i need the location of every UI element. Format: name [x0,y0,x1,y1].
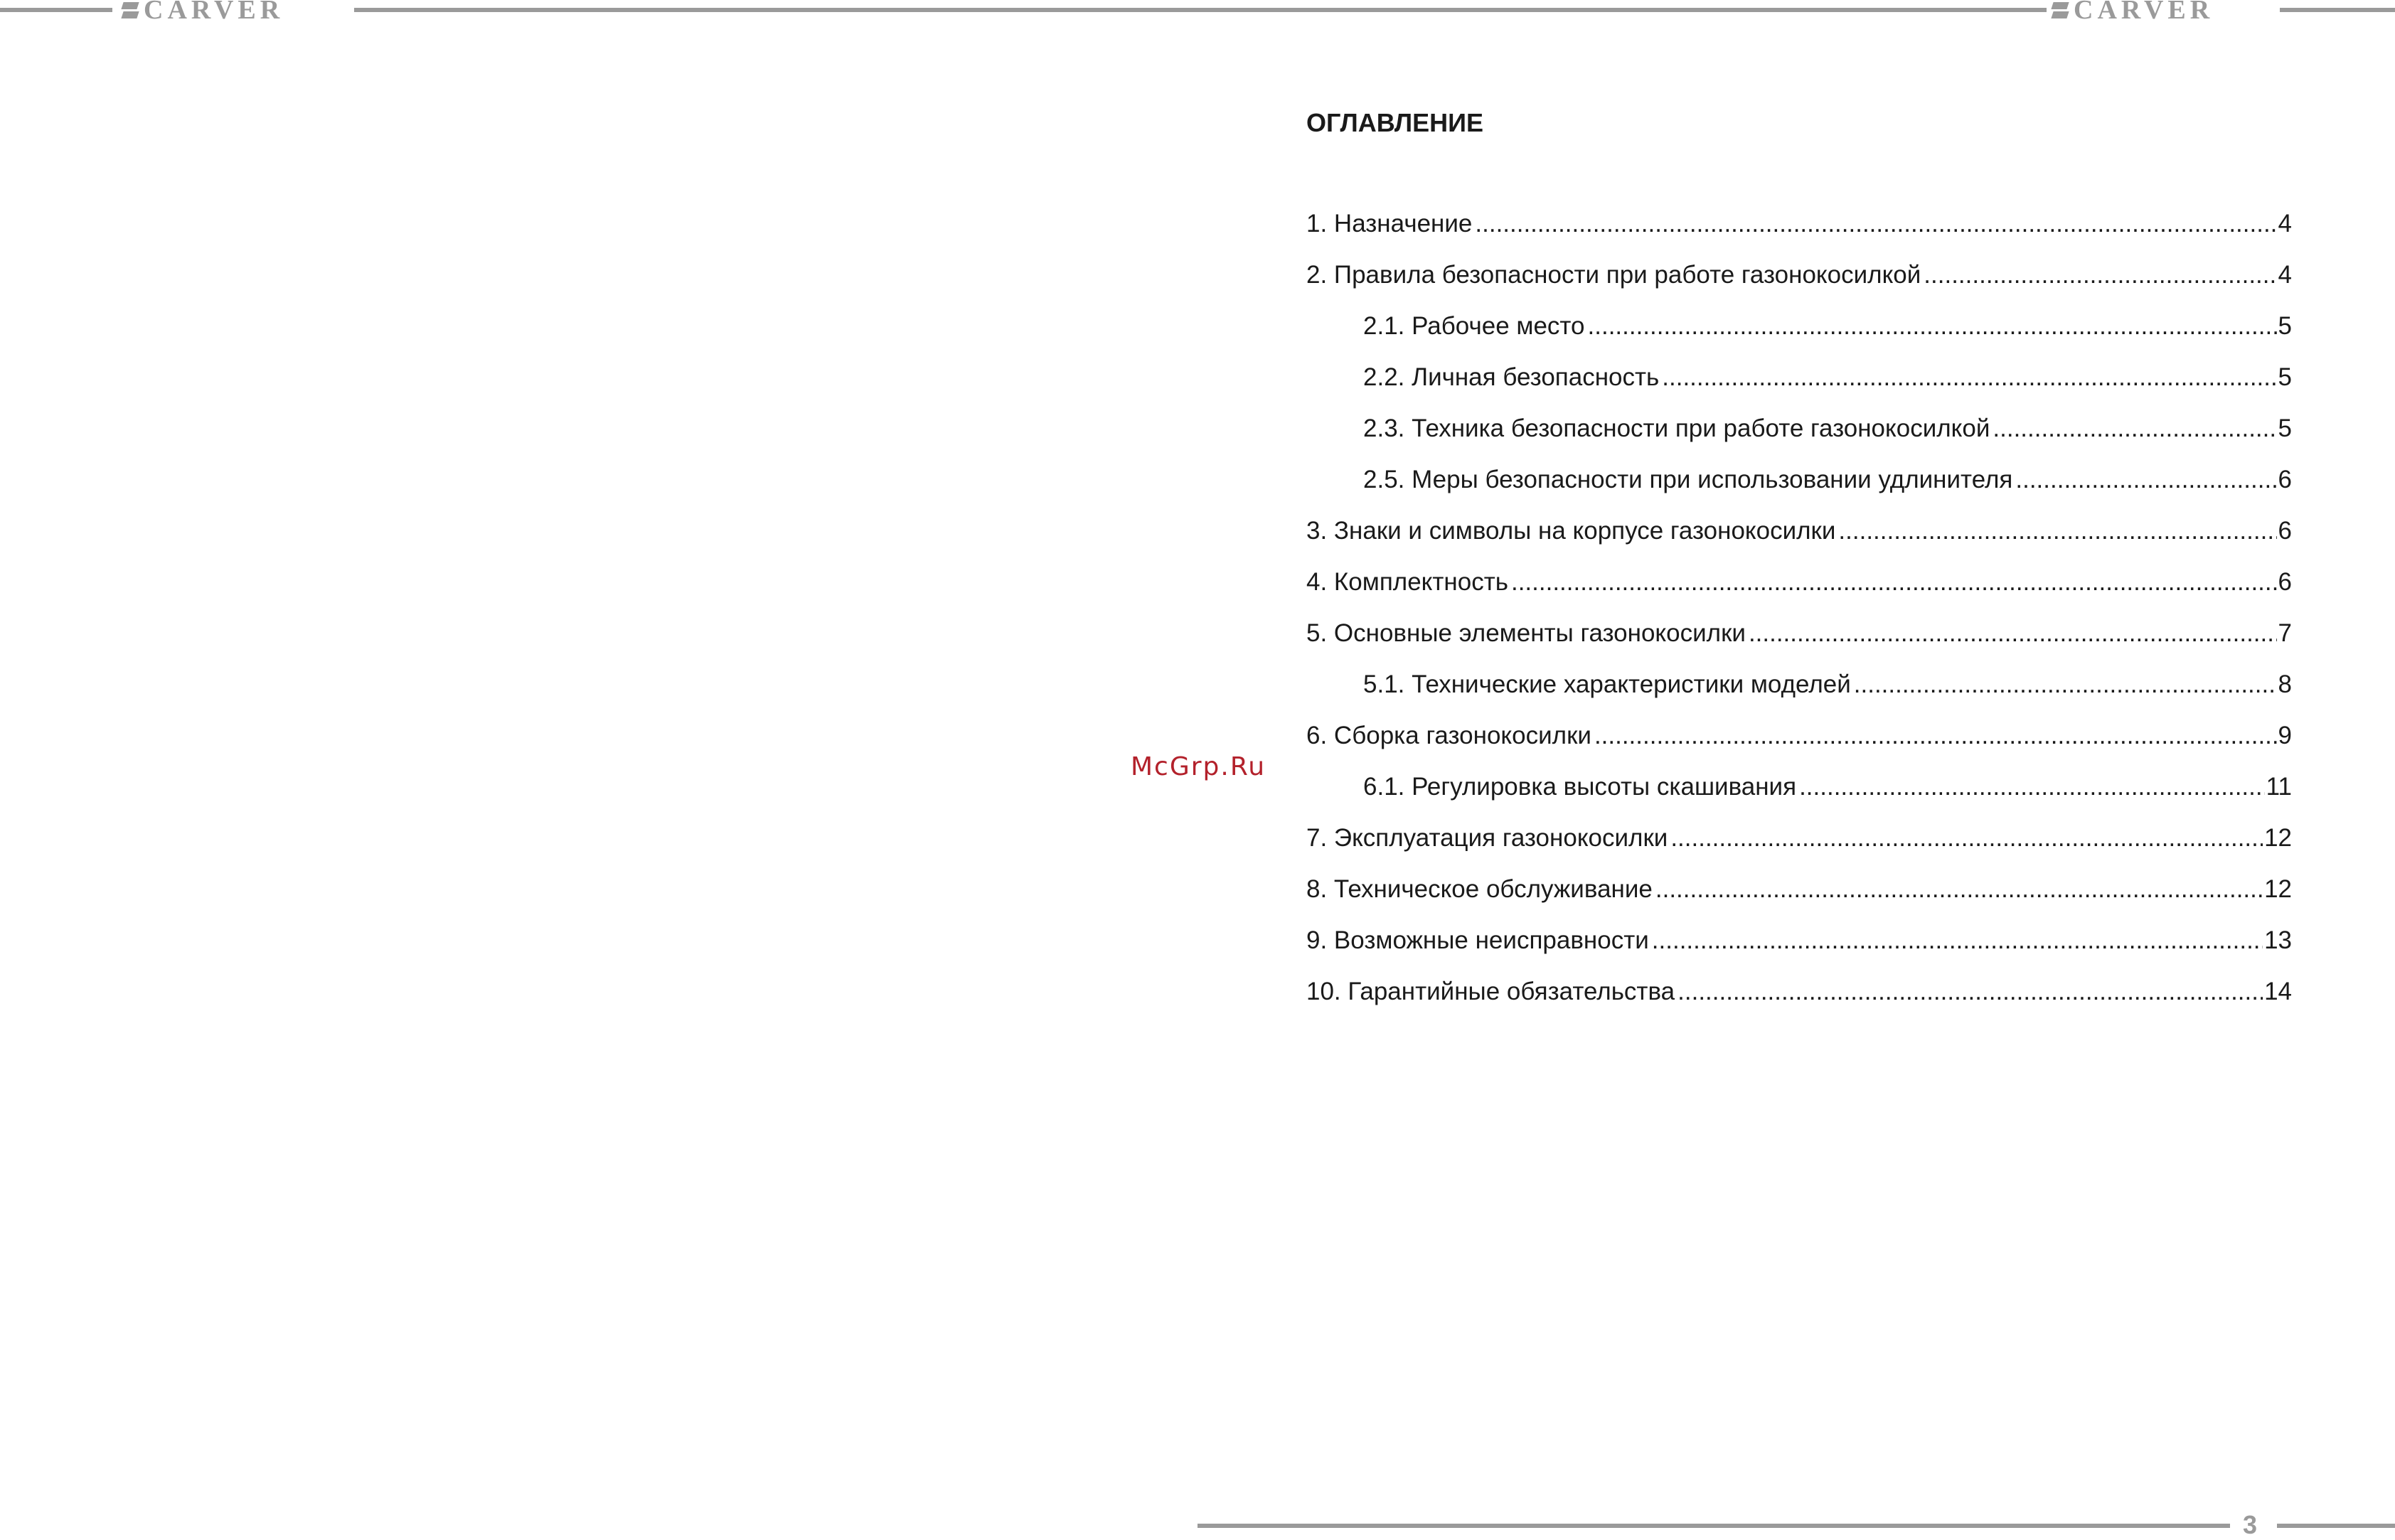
toc-entry-leader [1838,513,2276,549]
toc-entry-page: 6 [2278,517,2292,545]
toc-title: ОГЛАВЛЕНИЕ [1306,108,1484,137]
toc-entry-leader [1511,565,2277,600]
toc-entry[interactable] [1306,769,2292,820]
watermark: McGrp.Ru [1131,752,1266,781]
toc-entry-label: 2.5. Меры безопасности при использовании удлинителя [1363,466,2013,493]
toc-entry-leader [1677,974,2263,1010]
toc-entry-leader [1475,206,2276,242]
page-number: 3 [2243,1510,2258,1539]
toc-entry-leader [2015,462,2276,498]
toc-entry[interactable] [1306,309,2292,360]
toc-entry-page: 5 [2278,415,2292,442]
toc-entry-leader [1652,923,2263,958]
toc-entry-label: 9. Возможные неисправности [1306,926,1649,954]
toc-entry[interactable] [1306,206,2292,257]
toc-entry[interactable] [1306,872,2292,923]
toc-entry[interactable] [1306,974,2292,1025]
toc-entry-leader [1799,769,2265,805]
toc-entry[interactable] [1306,513,2292,565]
header-rule-left-b [354,8,2047,12]
toc-entry-page: 7 [2278,619,2292,647]
toc-entry-leader [1670,820,2263,856]
toc-entry-leader [1993,411,2276,447]
header-rule-right [2280,8,2395,12]
toc-entry-label: 4. Комплектность [1306,568,1508,596]
toc-entry-label: 2. Правила безопасности при работе газонокосилкой [1306,261,1921,289]
toc-entry[interactable] [1306,565,2292,616]
footer-rule-left [1198,1524,2230,1528]
toc-entry-page: 8 [2278,670,2292,698]
toc-entry-label: 2.3. Техника безопасности при работе газонокосилкой [1363,415,1990,442]
toc-entry-leader [1924,257,2276,293]
toc-entry-label: 5.1. Технические характеристики моделей [1363,670,1851,698]
toc-entry-leader [1749,616,2277,651]
toc-entry-page: 4 [2278,210,2292,237]
toc-entry-label: 6.1. Регулировка высоты скашивания [1363,773,1797,801]
toc-entry[interactable] [1306,462,2292,513]
logo-right [2052,0,2214,23]
toc-entry-label: 1. Назначение [1306,210,1473,237]
header-rule-left-a [0,8,112,12]
toc-entry-page: 9 [2278,722,2292,749]
logo-left [122,0,284,23]
toc-entry-page: 13 [2264,926,2292,954]
toc-entry-page: 11 [2266,773,2292,801]
toc-entry[interactable] [1306,667,2292,718]
toc-entry-leader [1854,667,2277,702]
footer-rule-right [2277,1524,2395,1528]
toc-entry-label: 7. Эксплуатация газонокосилки [1306,824,1668,852]
toc-entry-label: 2.2. Личная безопасность [1363,363,1660,391]
toc-entry-label: 6. Сборка газонокосилки [1306,722,1591,749]
toc-entry-page: 12 [2264,824,2292,852]
toc-entry[interactable] [1306,718,2292,769]
toc-entry-label: 8. Техническое обслуживание [1306,875,1653,903]
toc-entry-label: 5. Основные элементы газонокосилки [1306,619,1746,647]
toc-entry-leader [1594,718,2277,754]
toc-entry-label: 10. Гарантийные обязательства [1306,978,1675,1005]
toc-entry-leader [1655,872,2263,907]
toc-entry[interactable] [1306,923,2292,974]
toc-entry-page: 5 [2278,363,2292,391]
toc-entry-label: 3. Знаки и символы на корпусе газонокосилки [1306,517,1836,545]
toc-entry-page: 6 [2278,466,2292,493]
toc-entry-leader [1662,360,2276,395]
toc-entry[interactable] [1306,820,2292,872]
toc-entry[interactable] [1306,360,2292,411]
toc-entry-page: 6 [2278,568,2292,596]
toc-entry-page: 12 [2264,875,2292,903]
toc-entry[interactable] [1306,411,2292,462]
carver-mark-icon [2052,1,2068,19]
toc-entry-page: 14 [2264,978,2292,1005]
logo-text-right: CARVER [2074,0,2214,25]
toc-entry-page: 5 [2278,312,2292,340]
toc-entry[interactable] [1306,616,2292,667]
toc-entry-page: 4 [2278,261,2292,289]
toc-entry-leader [1588,309,2277,344]
logo-text-left: CARVER [144,0,284,25]
toc-list [1306,206,2292,1025]
toc-entry-label: 2.1. Рабочее место [1363,312,1585,340]
carver-mark-icon [122,1,138,19]
toc-entry[interactable] [1306,257,2292,309]
